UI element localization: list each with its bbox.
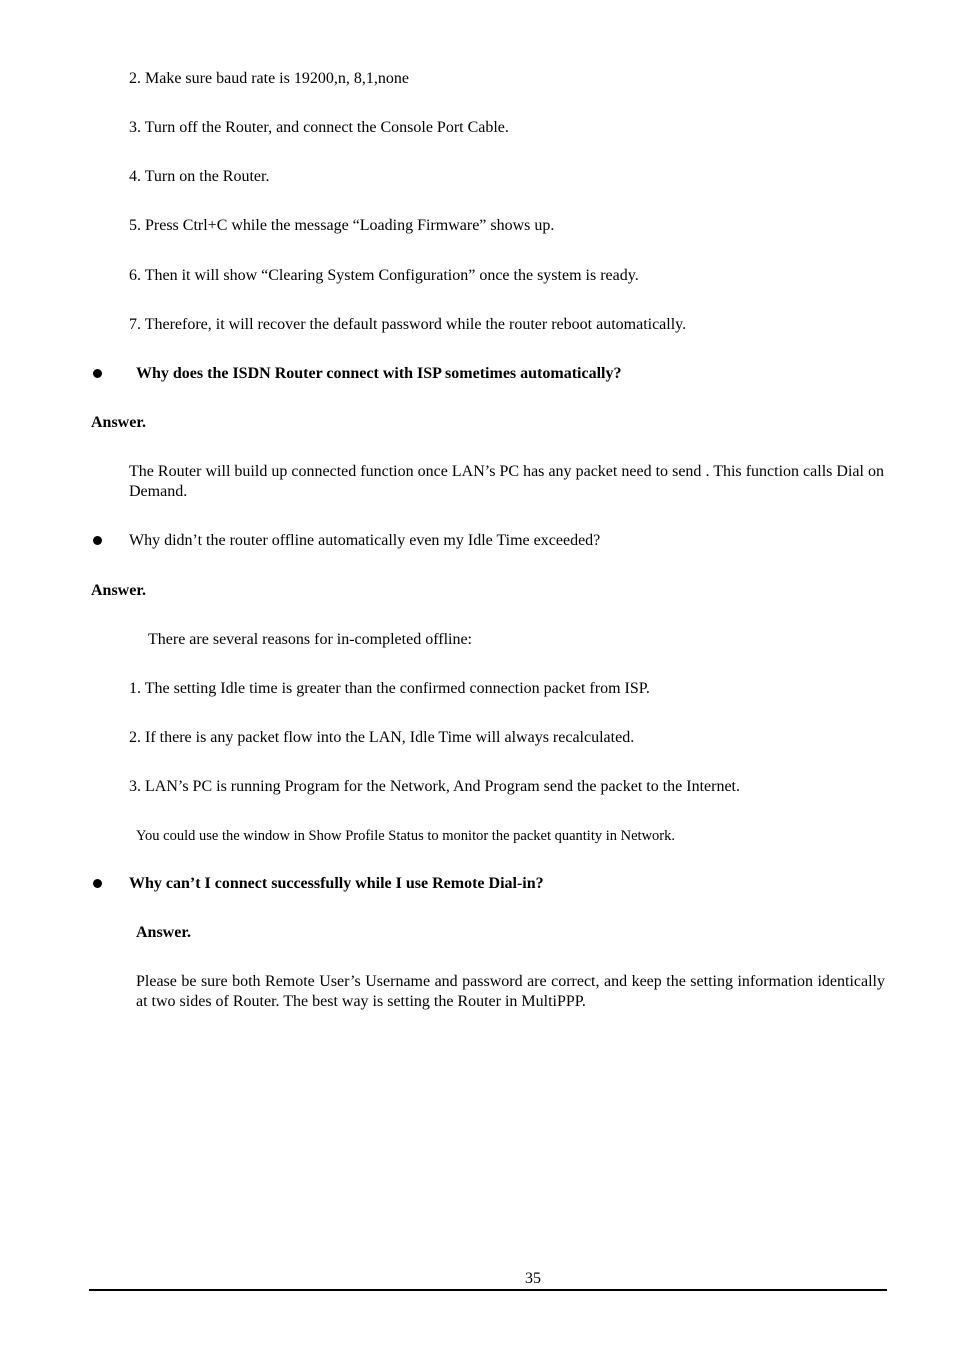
step-line: 3. Turn off the Router, and connect the Console Port Cable. (129, 119, 509, 136)
bullet-icon (93, 536, 102, 545)
footer-rule (89, 1289, 887, 1291)
answer-paragraph: Please be sure both Remote User’s Username and password are correct, and keep the setting information identically at two sides of Router. The best way is setting the Router in MultiPPP. (136, 973, 885, 1010)
faq-question: Why can’t I connect successfully while I use Remote Dial-in? (129, 875, 544, 892)
step-line: 6. Then it will show “Clearing System Configuration” once the system is ready. (129, 267, 639, 284)
reason-line: 1. The setting Idle time is greater than the confirmed connection packet from ISP. (129, 680, 650, 697)
answer-paragraph: The Router will build up connected function once LAN’s PC has any packet need to send . This function calls Dial on Demand. (129, 463, 884, 500)
faq-question: Why didn’t the router offline automatically even my Idle Time exceeded? (129, 532, 601, 549)
answer-label: Answer. (136, 924, 191, 941)
answer-intro: There are several reasons for in-completed offline: (148, 631, 472, 648)
bullet-icon (93, 369, 102, 378)
page-number: 35 (525, 1270, 541, 1287)
reason-line: 3. LAN’s PC is running Program for the Network, And Program send the packet to the Internet. (129, 778, 740, 795)
faq-question: Why does the ISDN Router connect with ISP sometimes automatically? (136, 365, 622, 382)
answer-label: Answer. (91, 582, 146, 599)
bullet-icon (93, 879, 102, 888)
step-line: 7. Therefore, it will recover the default password while the router reboot automatically. (129, 316, 687, 333)
step-line: 5. Press Ctrl+C while the message “Loading Firmware” shows up. (129, 217, 555, 234)
answer-label: Answer. (91, 414, 146, 431)
step-line: 2. Make sure baud rate is 19200,n, 8,1,none (129, 70, 409, 87)
step-line: 4. Turn on the Router. (129, 168, 270, 185)
note-line: You could use the window in Show Profile Status to monitor the packet quantity in Network. (136, 828, 676, 844)
reason-line: 2. If there is any packet flow into the LAN, Idle Time will always recalculated. (129, 729, 635, 746)
